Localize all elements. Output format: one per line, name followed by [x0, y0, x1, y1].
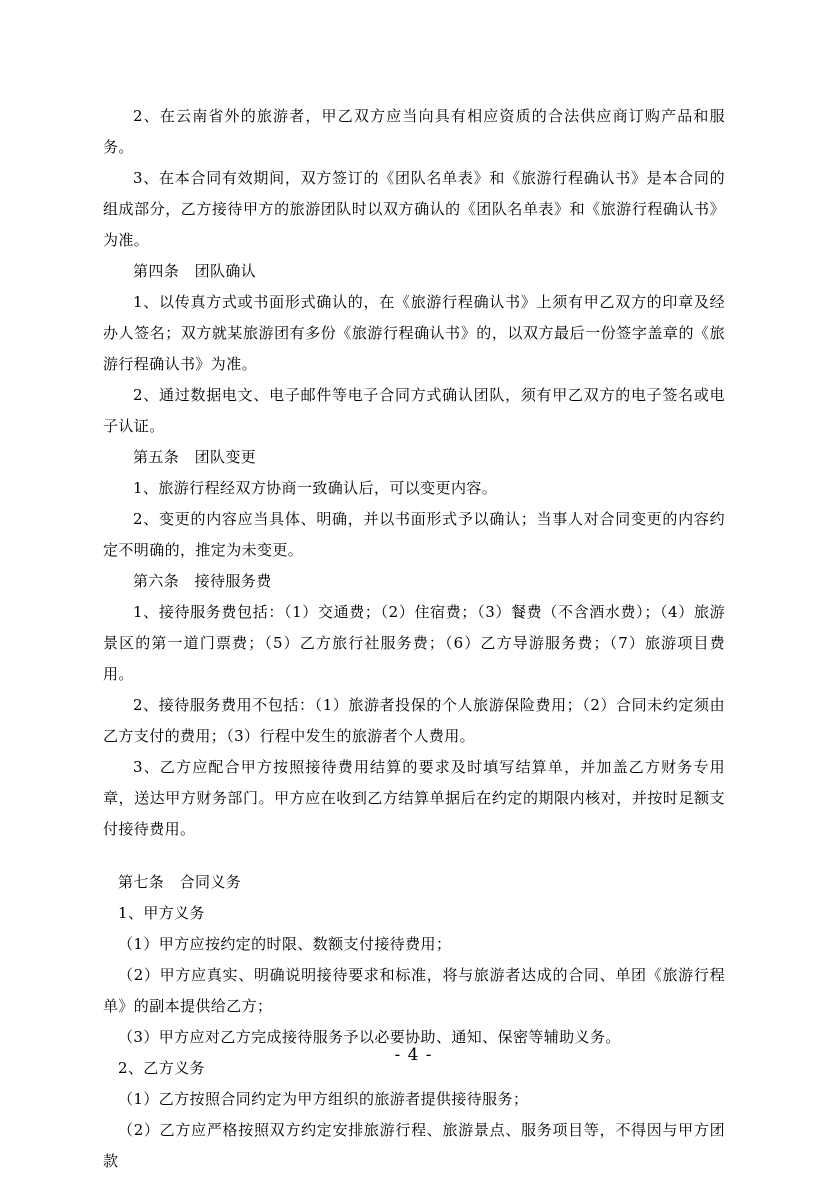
party-a-obligations-heading: 1、甲方义务 [118, 904, 205, 922]
article-7-heading: 第七条 合同义务 [118, 873, 242, 891]
party-a-obligation-3: （3）甲方应对乙方完成接待服务予以必要协助、通知、保密等辅助义务。 [118, 1028, 621, 1046]
clause-4-1: 1、以传真方式或书面形式确认的，在《旅游行程确认书》上须有甲乙双方的印章及经办人签名；双方就某旅游团有多份《旅游行程确认书》的，以双方最后一份签字盖章的《旅游行程确认书》为准。 [103, 293, 725, 373]
clause-3-2: 2、在云南省外的旅游者，甲乙双方应当向具有相应资质的合法供应商订购产品和服务。 [103, 107, 725, 156]
page-number: - 4 - [394, 1045, 433, 1065]
party-b-obligation-1: （1）乙方按照合同约定为甲方组织的旅游者提供接待服务； [118, 1090, 529, 1108]
article-5-heading: 第五条 团队变更 [133, 448, 257, 466]
clause-6-1: 1、接待服务费包括：（1）交通费；（2）住宿费；（3）餐费（不含酒水费）；（4）旅游景区的第一道门票费；（5）乙方旅行社服务费；（6）乙方导游服务费；（7）旅游项目费用。 [103, 603, 725, 683]
clause-3-3: 3、在本合同有效期间，双方签订的《团队名单表》和《旅游行程确认书》是本合同的组成部分，乙方接待甲方的旅游团队时以双方确认的《团队名单表》和《旅游行程确认书》为准。 [103, 169, 725, 249]
party-b-obligations-heading: 2、乙方义务 [118, 1059, 205, 1077]
party-a-obligation-2: （2）甲方应真实、明确说明接待要求和标准，将与旅游者达成的合同、单团《旅游行程单》的副本提供给乙方； [103, 966, 725, 1015]
clause-5-1: 1、旅游行程经双方协商一致确认后，可以变更内容。 [133, 479, 498, 497]
document-body [103, 101, 725, 1177]
clause-6-2: 2、接待服务费用不包括：（1）旅游者投保的个人旅游保险费用；（2）合同未约定须由乙方支付的费用；（3）行程中发生的旅游者个人费用。 [103, 696, 725, 745]
clause-6-3: 3、乙方应配合甲方按照接待费用结算的要求及时填写结算单，并加盖乙方财务专用章，送达甲方财务部门。甲方应在收到乙方结算单据后在约定的期限内核对，并按时足额支付接待费用。 [103, 758, 725, 838]
clause-5-2: 2、变更的内容应当具体、明确，并以书面形式予以确认；当事人对合同变更的内容约定不明确的，推定为未变更。 [103, 510, 725, 559]
party-a-obligation-1: （1）甲方应按约定的时限、数额支付接待费用； [118, 935, 452, 953]
clause-4-2: 2、通过数据电文、电子邮件等电子合同方式确认团队，须有甲乙双方的电子签名或电子认证。 [103, 386, 725, 435]
article-4-heading: 第四条 团队确认 [133, 262, 257, 280]
article-6-heading: 第六条 接待服务费 [133, 572, 272, 590]
party-b-obligation-2: （2）乙方应严格按照双方约定安排旅游行程、旅游景点、服务项目等，不得因与甲方团款 [103, 1121, 725, 1170]
